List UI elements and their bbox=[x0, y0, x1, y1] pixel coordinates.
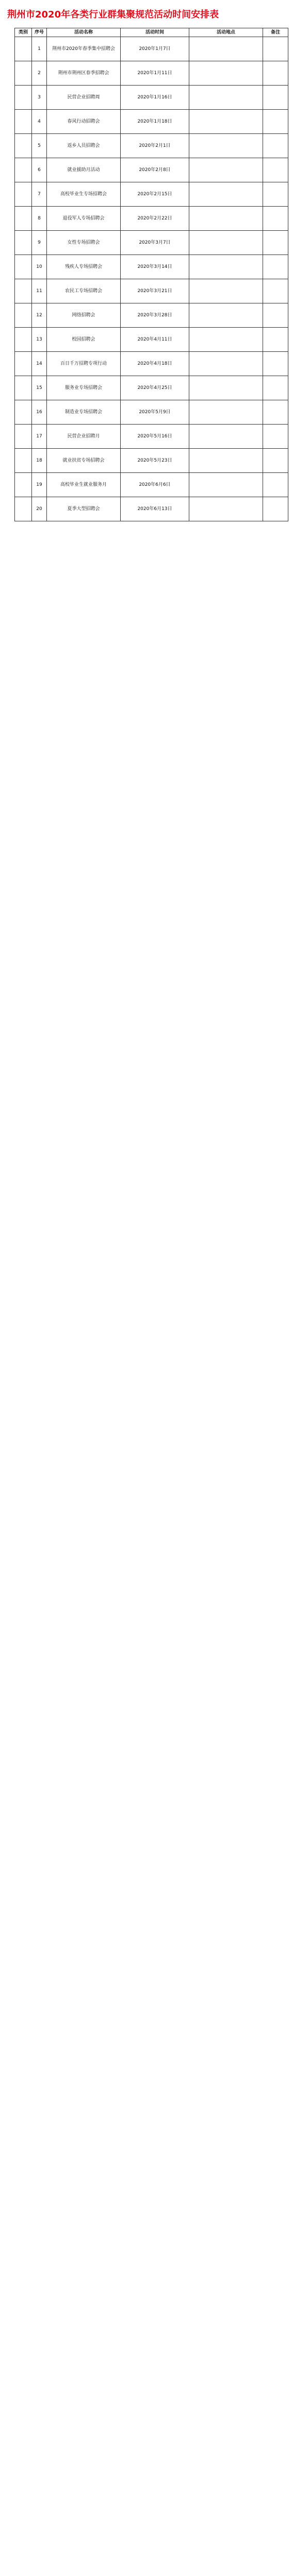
cell-remark bbox=[263, 182, 288, 207]
cell-activity: 就业援助月活动 bbox=[47, 158, 121, 182]
table-row bbox=[15, 110, 288, 134]
cell-time: 2020年5月23日 bbox=[121, 449, 189, 473]
cell-time: 2020年4月18日 bbox=[121, 352, 189, 376]
cell-time: 2020年1月18日 bbox=[121, 110, 189, 134]
cell-activity: 春风行动招聘会 bbox=[47, 110, 121, 134]
page-title: 荆州市2020年各类行业群集聚规范活动时间安排表 bbox=[7, 9, 219, 20]
cell-category bbox=[15, 425, 32, 449]
cell-location bbox=[189, 37, 263, 61]
cell-number: 9 bbox=[32, 231, 47, 255]
cell-category bbox=[15, 303, 32, 328]
table-row bbox=[15, 61, 288, 86]
cell-category bbox=[15, 497, 32, 521]
table-row bbox=[15, 497, 288, 521]
cell-category bbox=[15, 207, 32, 231]
cell-category bbox=[15, 376, 32, 400]
cell-category bbox=[15, 255, 32, 279]
table-row bbox=[15, 376, 288, 400]
col-header-remark: 备注 bbox=[263, 28, 288, 37]
cell-category bbox=[15, 37, 32, 61]
cell-remark bbox=[263, 376, 288, 400]
cell-location bbox=[189, 376, 263, 400]
cell-remark bbox=[263, 61, 288, 86]
cell-remark bbox=[263, 328, 288, 352]
table-row bbox=[15, 400, 288, 425]
cell-location bbox=[189, 425, 263, 449]
cell-remark bbox=[263, 400, 288, 425]
table-row bbox=[15, 231, 288, 255]
cell-number: 20 bbox=[32, 497, 47, 521]
table-header-row bbox=[15, 28, 288, 37]
cell-number: 19 bbox=[32, 473, 47, 497]
cell-time: 2020年4月25日 bbox=[121, 376, 189, 400]
cell-number: 14 bbox=[32, 352, 47, 376]
cell-location bbox=[189, 110, 263, 134]
cell-time: 2020年3月28日 bbox=[121, 303, 189, 328]
cell-activity: 残疾人专场招聘会 bbox=[47, 255, 121, 279]
cell-activity: 高校毕业生就业服务月 bbox=[47, 473, 121, 497]
table-row bbox=[15, 182, 288, 207]
cell-number: 2 bbox=[32, 61, 47, 86]
cell-location bbox=[189, 400, 263, 425]
cell-time: 2020年2月1日 bbox=[121, 134, 189, 158]
cell-activity: 夏季大型招聘会 bbox=[47, 497, 121, 521]
cell-number: 7 bbox=[32, 182, 47, 207]
cell-remark bbox=[263, 37, 288, 61]
table-row bbox=[15, 207, 288, 231]
table-row bbox=[15, 279, 288, 303]
cell-category bbox=[15, 158, 32, 182]
cell-category bbox=[15, 231, 32, 255]
cell-number: 11 bbox=[32, 279, 47, 303]
col-header-location: 活动地点 bbox=[189, 28, 263, 37]
table-row bbox=[15, 425, 288, 449]
col-header-category: 类别 bbox=[15, 28, 32, 37]
cell-location bbox=[189, 231, 263, 255]
col-header-activity: 活动名称 bbox=[47, 28, 121, 37]
cell-remark bbox=[263, 134, 288, 158]
table-row bbox=[15, 473, 288, 497]
cell-category bbox=[15, 182, 32, 207]
schedule-table bbox=[14, 28, 288, 521]
cell-remark bbox=[263, 303, 288, 328]
cell-activity: 女性专场招聘会 bbox=[47, 231, 121, 255]
cell-category bbox=[15, 110, 32, 134]
cell-location bbox=[189, 61, 263, 86]
cell-activity: 荆州市荆州区春季招聘会 bbox=[47, 61, 121, 86]
cell-category bbox=[15, 449, 32, 473]
cell-location bbox=[189, 303, 263, 328]
cell-time: 2020年5月9日 bbox=[121, 400, 189, 425]
cell-remark bbox=[263, 207, 288, 231]
cell-category bbox=[15, 400, 32, 425]
cell-number: 12 bbox=[32, 303, 47, 328]
cell-location bbox=[189, 497, 263, 521]
cell-time: 2020年1月7日 bbox=[121, 37, 189, 61]
cell-activity: 校园招聘会 bbox=[47, 328, 121, 352]
cell-activity: 就业扶贫专场招聘会 bbox=[47, 449, 121, 473]
cell-location bbox=[189, 255, 263, 279]
cell-number: 10 bbox=[32, 255, 47, 279]
cell-location bbox=[189, 473, 263, 497]
cell-time: 2020年6月6日 bbox=[121, 473, 189, 497]
cell-remark bbox=[263, 497, 288, 521]
cell-number: 4 bbox=[32, 110, 47, 134]
cell-remark bbox=[263, 255, 288, 279]
cell-time: 2020年5月16日 bbox=[121, 425, 189, 449]
cell-activity: 民营企业招聘周 bbox=[47, 86, 121, 110]
cell-location bbox=[189, 182, 263, 207]
cell-activity: 百日千万招聘专项行动 bbox=[47, 352, 121, 376]
cell-location bbox=[189, 158, 263, 182]
cell-time: 2020年6月13日 bbox=[121, 497, 189, 521]
cell-location bbox=[189, 86, 263, 110]
cell-number: 8 bbox=[32, 207, 47, 231]
col-header-number: 序号 bbox=[32, 28, 47, 37]
table-row bbox=[15, 303, 288, 328]
cell-category bbox=[15, 86, 32, 110]
cell-time: 2020年2月8日 bbox=[121, 158, 189, 182]
cell-number: 6 bbox=[32, 158, 47, 182]
cell-activity: 农民工专场招聘会 bbox=[47, 279, 121, 303]
cell-activity: 民营企业招聘月 bbox=[47, 425, 121, 449]
cell-remark bbox=[263, 473, 288, 497]
cell-time: 2020年1月11日 bbox=[121, 61, 189, 86]
cell-activity: 返乡人员招聘会 bbox=[47, 134, 121, 158]
table-row bbox=[15, 86, 288, 110]
col-header-time: 活动时间 bbox=[121, 28, 189, 37]
cell-category bbox=[15, 61, 32, 86]
cell-location bbox=[189, 352, 263, 376]
cell-category bbox=[15, 328, 32, 352]
cell-category bbox=[15, 352, 32, 376]
cell-time: 2020年3月21日 bbox=[121, 279, 189, 303]
table-row bbox=[15, 255, 288, 279]
cell-number: 17 bbox=[32, 425, 47, 449]
cell-remark bbox=[263, 425, 288, 449]
cell-activity: 网络招聘会 bbox=[47, 303, 121, 328]
cell-location bbox=[189, 134, 263, 158]
cell-time: 2020年2月22日 bbox=[121, 207, 189, 231]
cell-time: 2020年3月7日 bbox=[121, 231, 189, 255]
cell-location bbox=[189, 328, 263, 352]
table-row bbox=[15, 158, 288, 182]
cell-remark bbox=[263, 449, 288, 473]
table-row bbox=[15, 352, 288, 376]
cell-activity: 退役军人专场招聘会 bbox=[47, 207, 121, 231]
table-row bbox=[15, 328, 288, 352]
cell-number: 16 bbox=[32, 400, 47, 425]
cell-activity: 制造业专场招聘会 bbox=[47, 400, 121, 425]
cell-time: 2020年1月16日 bbox=[121, 86, 189, 110]
cell-activity: 高校毕业生专场招聘会 bbox=[47, 182, 121, 207]
cell-location bbox=[189, 279, 263, 303]
cell-remark bbox=[263, 352, 288, 376]
cell-location bbox=[189, 207, 263, 231]
cell-category bbox=[15, 279, 32, 303]
cell-remark bbox=[263, 231, 288, 255]
cell-remark bbox=[263, 279, 288, 303]
cell-remark bbox=[263, 110, 288, 134]
cell-time: 2020年4月11日 bbox=[121, 328, 189, 352]
cell-category bbox=[15, 473, 32, 497]
cell-number: 3 bbox=[32, 86, 47, 110]
cell-number: 13 bbox=[32, 328, 47, 352]
cell-category bbox=[15, 134, 32, 158]
cell-remark bbox=[263, 158, 288, 182]
cell-activity: 服务业专场招聘会 bbox=[47, 376, 121, 400]
table-row bbox=[15, 37, 288, 61]
cell-remark bbox=[263, 86, 288, 110]
cell-number: 15 bbox=[32, 376, 47, 400]
cell-number: 1 bbox=[32, 37, 47, 61]
cell-time: 2020年3月14日 bbox=[121, 255, 189, 279]
cell-location bbox=[189, 449, 263, 473]
cell-number: 18 bbox=[32, 449, 47, 473]
table-row bbox=[15, 134, 288, 158]
cell-activity: 荆州市2020年春季集中招聘会 bbox=[47, 37, 121, 61]
cell-time: 2020年2月15日 bbox=[121, 182, 189, 207]
table-row bbox=[15, 449, 288, 473]
cell-number: 5 bbox=[32, 134, 47, 158]
